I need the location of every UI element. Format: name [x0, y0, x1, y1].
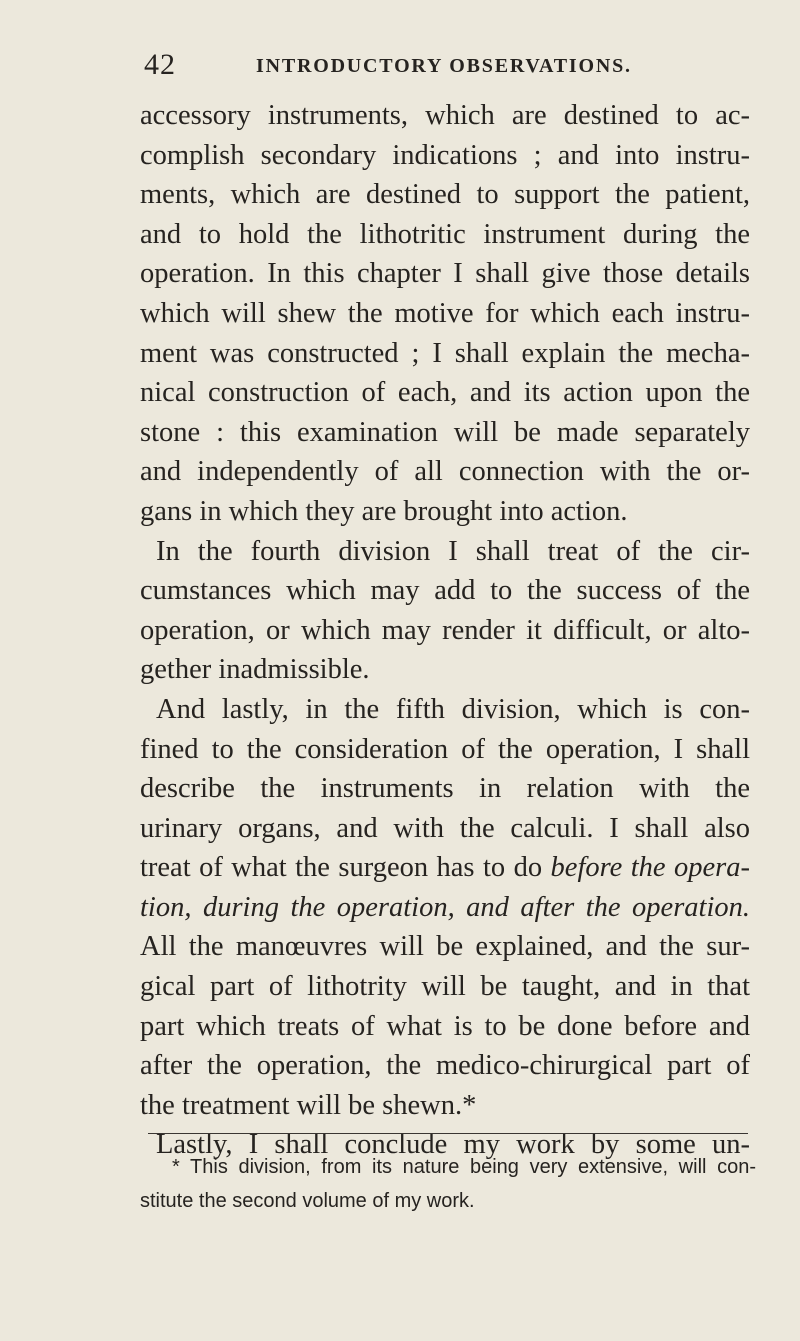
body-line: which will shew the motive for which each instru- [140, 297, 750, 329]
body-line: gical part of lithotrity will be taught, and in that [140, 971, 750, 1003]
body-line: Lastly, I shall conclude my work by some un- [156, 1129, 750, 1161]
body-line: after the operation, the medico-chirurgical part of [140, 1050, 750, 1082]
body-line: gether inadmissible. [140, 654, 370, 686]
body-line: And lastly, in the fifth division, which is con- [156, 693, 750, 725]
body-line-italic-full [140, 888, 750, 928]
body-line: operation. In this chapter I shall give those details [140, 258, 750, 290]
footnote-line: * This division, from its nature being very extensive, will con- [172, 1156, 756, 1178]
body-line: nical construction of each, and its action upon the [140, 377, 750, 409]
body-line: part which treats of what is to be done before and [140, 1010, 750, 1042]
running-head: INTRODUCTORY OBSERVATIONS. [256, 55, 632, 77]
page-number: 42 [144, 48, 176, 81]
body-line: and to hold the lithotritic instrument during the [140, 218, 750, 250]
footnote-rule [148, 1133, 748, 1134]
body-line: cumstances which may add to the success of the [140, 575, 750, 607]
body-line-roman: treat of what the surgeon has to do [140, 852, 543, 884]
body-line: stone : this examination will be made separately [140, 416, 750, 448]
body-line: urinary organs, and with the calculi. I shall also [140, 812, 750, 844]
body-line: All the manœuvres will be explained, and the sur- [140, 931, 750, 963]
footnote [140, 1150, 756, 1218]
body-line: ments, which are destined to support the patient, [140, 179, 750, 211]
body-line: and independently of all connection with the or- [140, 456, 750, 488]
body-line: the treatment will be shewn.* [140, 1089, 477, 1121]
italic-text: tion, during the operation, and after the operation. [140, 891, 750, 923]
body-line: ment was constructed ; I shall explain the mecha- [140, 337, 750, 369]
body-line: describe the instruments in relation with the [140, 773, 750, 805]
body-line-italic: before the opera- [550, 852, 750, 884]
body-text [140, 96, 750, 1165]
body-line [140, 848, 750, 888]
body-line: fined to the consideration of the operation, I shall [140, 733, 750, 765]
body-line: accessory instruments, which are destined to ac- [140, 100, 750, 131]
body-line: operation, or which may render it difficult, or alto- [140, 614, 750, 646]
footnote-line: stitute the second volume of my work. [140, 1190, 475, 1212]
body-line: complish secondary indications ; and into instru- [140, 139, 750, 171]
body-line: gans in which they are brought into action. [140, 495, 628, 527]
body-line: In the fourth division I shall treat of the cir- [156, 535, 750, 567]
